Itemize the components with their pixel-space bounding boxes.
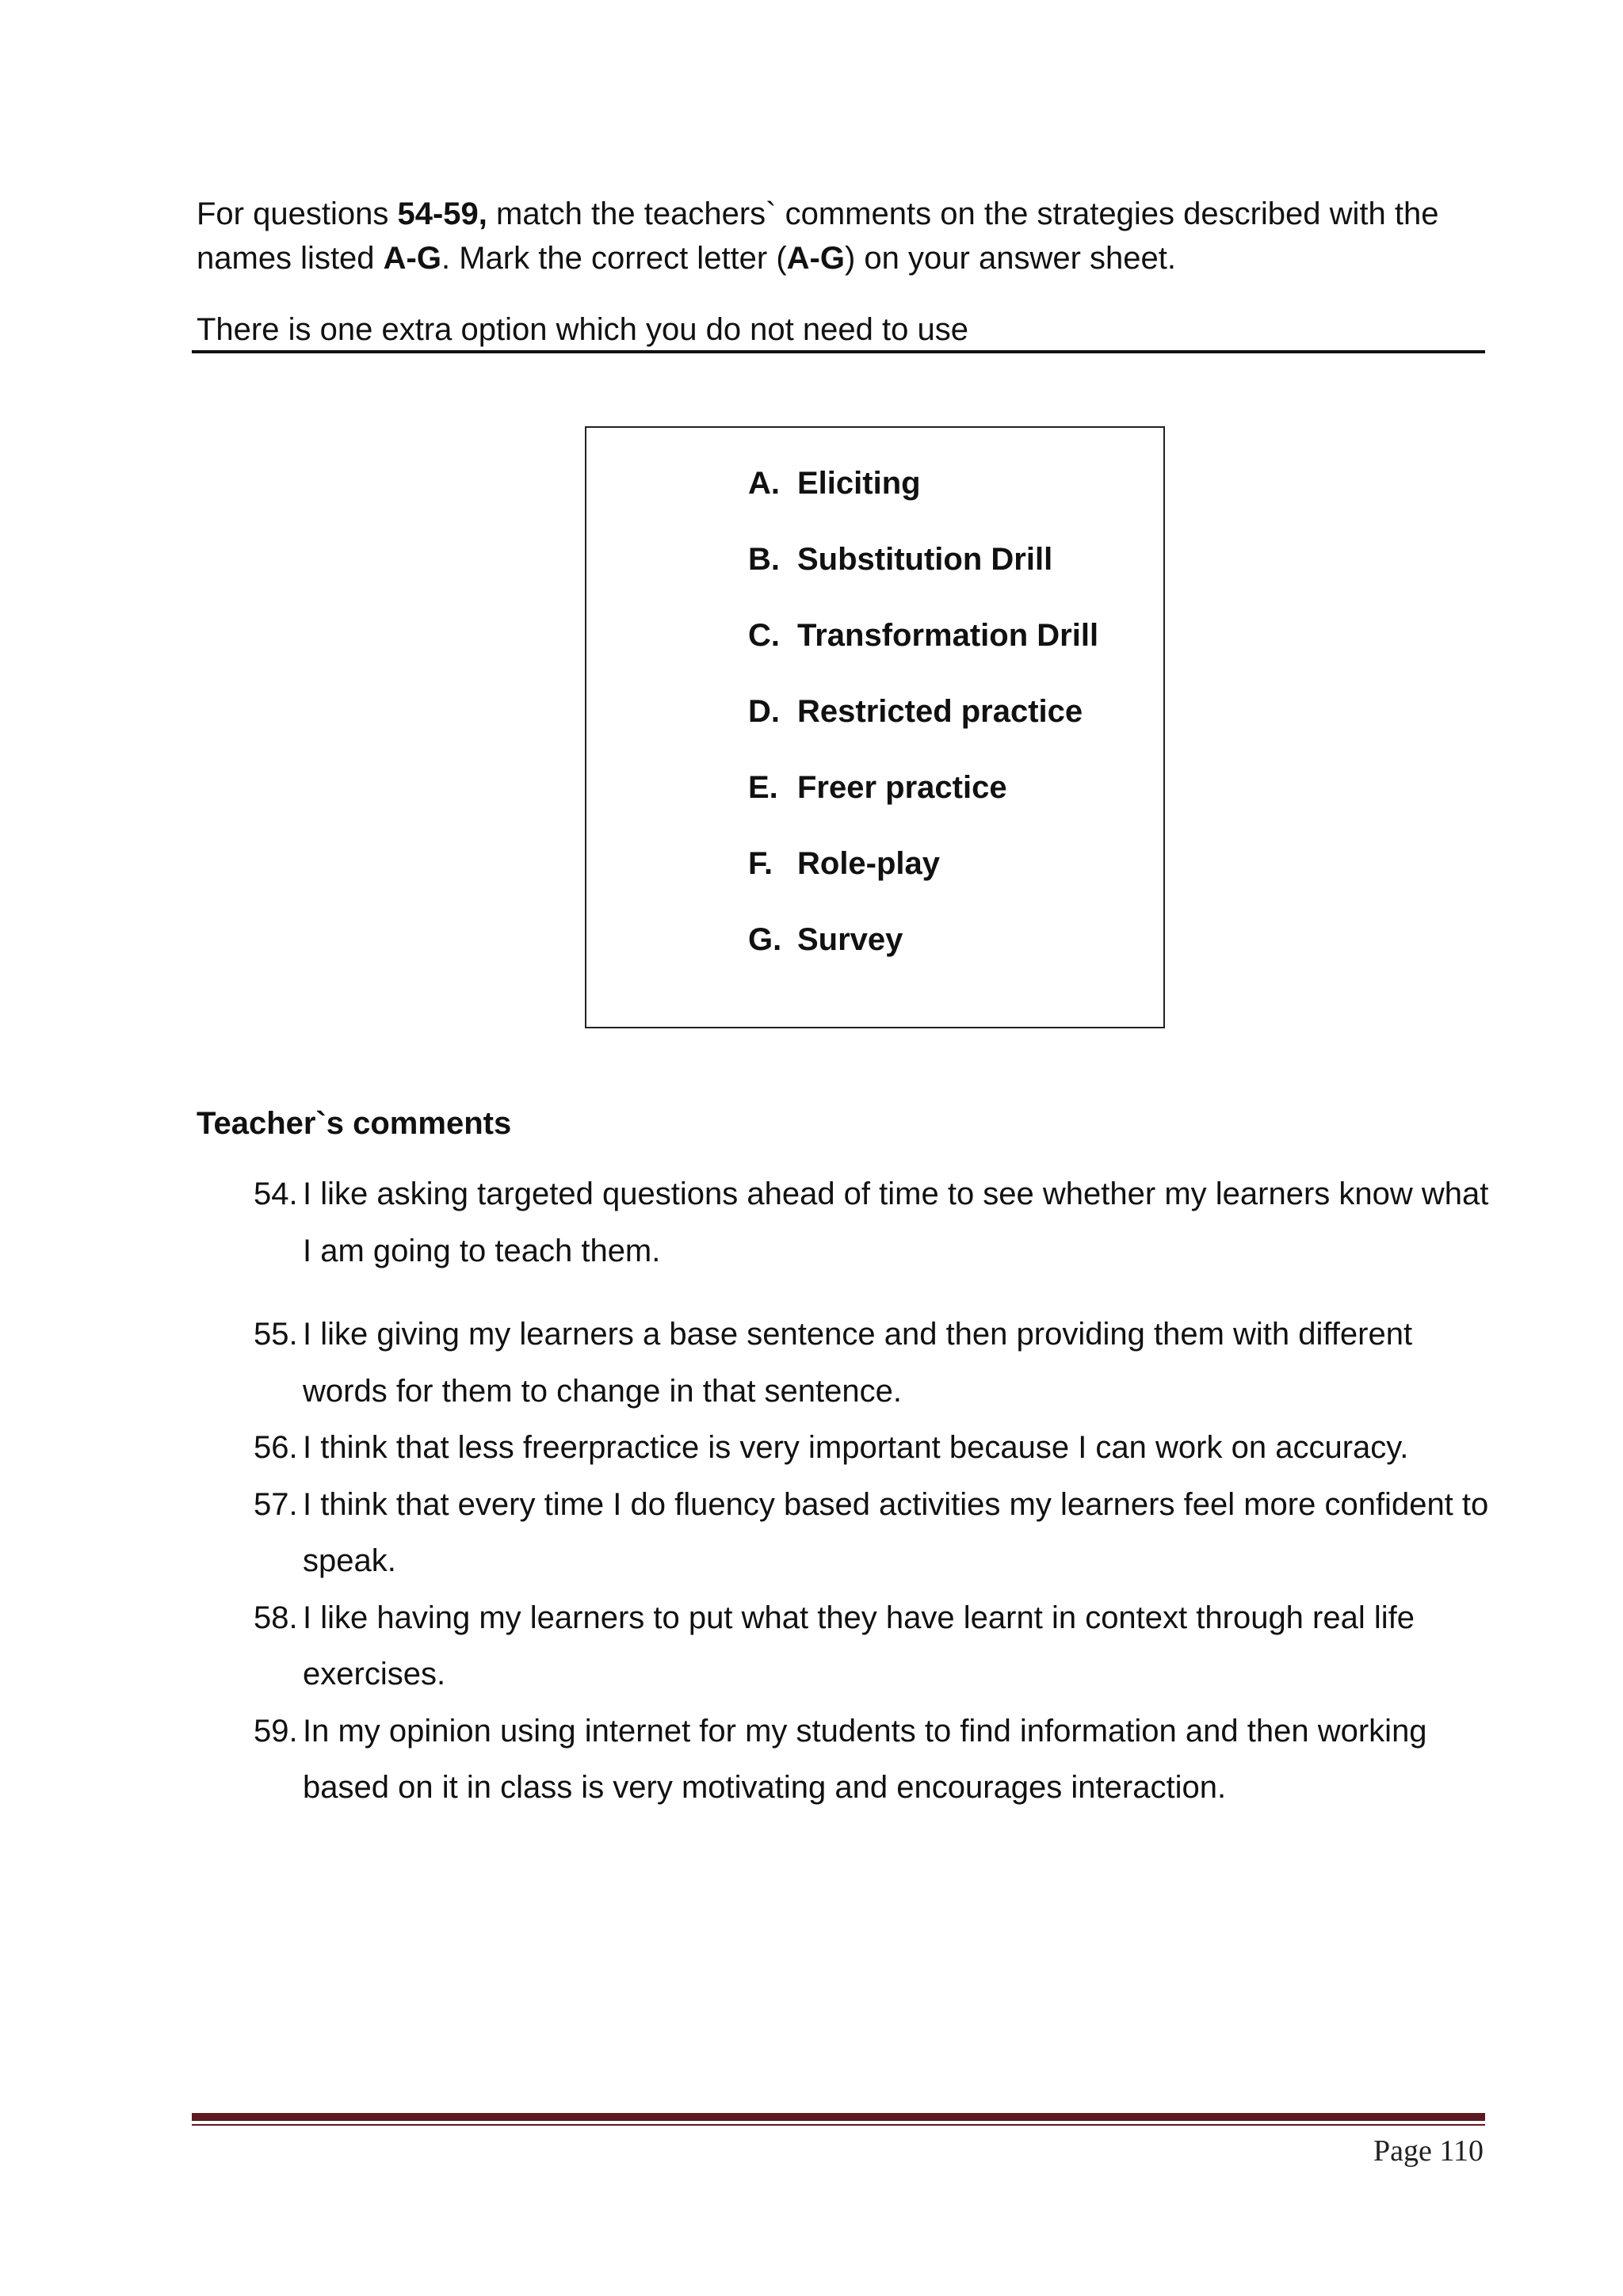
comment-text: In my opinion using internet for my students to find information and then working based on it in class is very motivating and encourages interaction. <box>303 1713 1427 1805</box>
comment-text: I like having my learners to put what they have learnt in context through real life exercises. <box>303 1600 1415 1691</box>
comment-number: 55. <box>254 1317 298 1352</box>
note-underline <box>192 350 1485 353</box>
comment-text: I think that every time I do fluency based activities my learners feel more confident to speak. <box>303 1486 1489 1578</box>
extra-option-note: There is one extra option which you do not need to use <box>197 312 968 347</box>
comment-number: 54. <box>254 1177 298 1211</box>
instructions-text-1: For questions <box>197 196 398 231</box>
option-label: Substitution Drill <box>797 542 1053 577</box>
option-range-2: A-G <box>786 241 845 276</box>
comment-text: I like giving my learners a base sentence and then providing them with different words for them to change in that sentence. <box>303 1317 1413 1409</box>
option-label: Role-play <box>797 846 941 881</box>
comment-text: I like asking targeted questions ahead of time to see whether my learners know what I am going to teach them. <box>303 1177 1489 1268</box>
option-a <box>748 464 1098 540</box>
option-f <box>748 845 1098 921</box>
option-letter: C. <box>748 618 780 653</box>
instructions <box>197 192 1496 280</box>
option-g <box>748 921 1098 997</box>
comment-number: 56. <box>254 1430 298 1465</box>
question-range: 54-59, <box>397 196 487 231</box>
option-letter: A. <box>748 466 780 501</box>
comments-list <box>197 1166 1504 1817</box>
comment-56 <box>197 1420 1504 1477</box>
option-range-1: A-G <box>383 241 441 276</box>
instructions-text-2: match the teachers` comments on the strategies described with the names listed <box>197 196 1439 276</box>
comment-number: 58. <box>254 1600 298 1635</box>
page-number: Page 110 <box>1373 2134 1484 2168</box>
option-label: Eliciting <box>797 466 921 501</box>
comment-number: 57. <box>254 1486 298 1522</box>
option-d <box>748 692 1098 769</box>
instructions-text-4: ) on your answer sheet. <box>845 241 1176 276</box>
option-label: Restricted practice <box>797 694 1083 729</box>
comment-54 <box>197 1166 1504 1280</box>
option-e <box>748 769 1098 845</box>
comment-55 <box>197 1306 1504 1420</box>
comment-number: 59. <box>254 1713 298 1749</box>
option-label: Freer practice <box>797 770 1007 805</box>
option-letter: B. <box>748 542 780 577</box>
option-c <box>748 616 1098 692</box>
option-letter: D. <box>748 694 780 729</box>
comments-heading: Teacher`s comments <box>197 1106 512 1141</box>
options-box <box>585 426 1165 1028</box>
footer-rule <box>192 2113 1485 2121</box>
footer-rule-thin <box>192 2124 1485 2126</box>
instructions-text-3: . Mark the correct letter ( <box>441 241 787 276</box>
comment-57 <box>197 1477 1504 1590</box>
option-letter: F. <box>748 846 773 881</box>
option-letter: G. <box>748 922 782 957</box>
option-label: Transformation Drill <box>797 618 1099 653</box>
comment-58 <box>197 1590 1504 1703</box>
comment-text: I think that less freerpractice is very important because I can work on accuracy. <box>303 1430 1409 1465</box>
options-list <box>748 464 1098 997</box>
option-b <box>748 540 1098 616</box>
option-letter: E. <box>748 770 778 805</box>
comment-59 <box>197 1703 1504 1817</box>
option-label: Survey <box>797 922 903 957</box>
